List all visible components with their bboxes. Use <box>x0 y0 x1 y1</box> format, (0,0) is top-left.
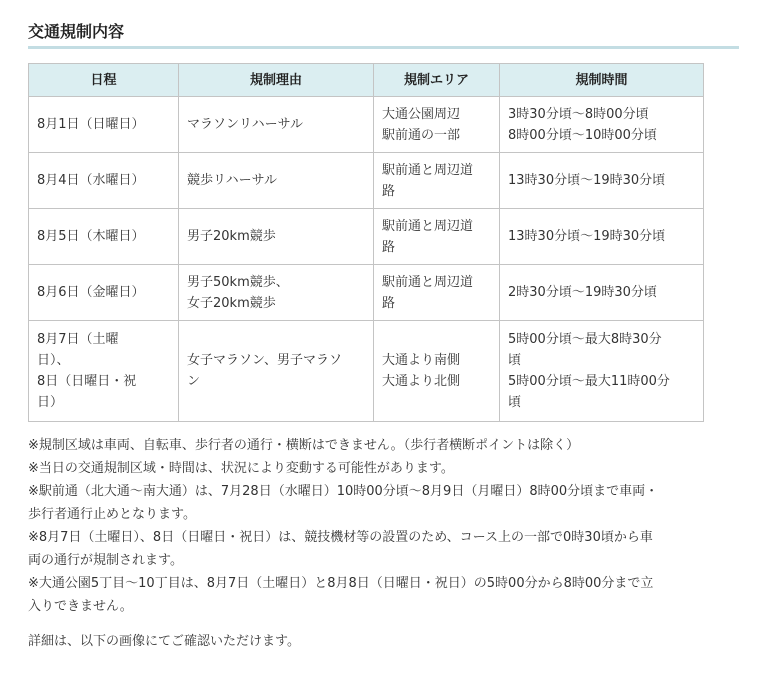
cell-date <box>29 209 179 265</box>
cell-date-line: 8月7日（土曜 <box>37 332 119 347</box>
cell-date-line: 日）、 <box>37 353 70 368</box>
table-row <box>29 265 704 321</box>
note-line: ※規制区域は車両、自転車、歩行者の通行・横断はできません。（歩行者横断ポイントは除く） <box>28 438 580 453</box>
table-row <box>29 209 704 265</box>
section-title: 交通規制内容 <box>28 22 125 41</box>
cell-reason-line: 女子マラソン、男子マラソ <box>187 353 342 368</box>
cell-area <box>374 97 500 153</box>
cell-time <box>500 321 704 422</box>
cell-reason <box>179 97 374 153</box>
cell-date-line: 8月5日（木曜日） <box>37 229 145 244</box>
cell-date-line: 8月6日（金曜日） <box>37 285 145 300</box>
cell-time-line: 5時00分頃～最大11時00分 <box>508 374 670 389</box>
cell-reason-line: 競歩リハーサル <box>187 173 277 188</box>
traffic-regulation-table <box>28 63 704 422</box>
note-line: ※大通公園5丁目～10丁目は、8月7日（土曜日）と8月8日（日曜日・祝日）の5時00分から8時00分まで立 <box>28 576 654 591</box>
cell-time-line: 5時00分頃～最大8時30分 <box>508 332 662 347</box>
cell-reason-line: マラソンリハーサル <box>187 117 303 132</box>
cell-reason <box>179 209 374 265</box>
cell-area-line: 駅前通と周辺道 <box>382 274 474 290</box>
table-row <box>29 97 704 153</box>
header-area: 規制エリア <box>374 64 500 97</box>
page-content <box>28 0 740 653</box>
header-time: 規制時間 <box>500 64 704 97</box>
cell-area-line: 駅前通と周辺道 <box>382 162 474 178</box>
cell-area-line: 駅前通と周辺道 <box>382 218 474 234</box>
cell-area-line: 路 <box>382 183 396 199</box>
cell-area <box>374 153 500 209</box>
header-date: 日程 <box>29 64 179 97</box>
cell-reason-line: 男子20km競歩 <box>187 229 276 244</box>
cell-time <box>500 209 704 265</box>
cell-area-line: 大通公園周辺 <box>382 106 461 122</box>
cell-reason <box>179 265 374 321</box>
cell-area-line: 路 <box>382 295 396 311</box>
cell-area <box>374 265 500 321</box>
title-underline <box>28 46 739 49</box>
cell-reason <box>179 153 374 209</box>
header-reason: 規制理由 <box>179 64 374 97</box>
detail-text: 詳細は、以下の画像にてご確認いただけます。 <box>28 634 300 649</box>
cell-date <box>29 265 179 321</box>
cell-area-line: 大通より北側 <box>382 374 461 389</box>
table-row <box>29 321 704 422</box>
note-line: ※当日の交通規制区域・時間は、状況により変動する可能性があります。 <box>28 461 454 476</box>
cell-time-line: 13時30分頃～19時30分頃 <box>508 229 666 244</box>
note-line: ※駅前通（北大通～南大通）は、7月28日（水曜日）10時00分頃～8月9日（月曜日）8時00分頃まで車両・ <box>28 484 659 499</box>
table-header-row <box>29 64 704 97</box>
note-line: ※8月7日（土曜日）、8日（日曜日・祝日）は、競技機材等の設置のため、コース上の一部で0時30頃から車 <box>28 530 653 545</box>
cell-date-line: 8日（日曜日・祝 <box>37 374 137 389</box>
cell-time-line: 2時30分頃～19時30分頃 <box>508 285 657 300</box>
cell-area <box>374 209 500 265</box>
cell-area-line: 駅前通の一部 <box>382 127 461 143</box>
cell-area-line: 大通より南側 <box>382 353 461 368</box>
cell-time-line: 頃 <box>508 395 522 410</box>
table-body <box>29 97 704 422</box>
cell-date-line: 8月1日（日曜日） <box>37 117 145 132</box>
cell-date <box>29 153 179 209</box>
note-line: 歩行者通行止めとなります。 <box>28 507 196 522</box>
cell-reason-line: ン <box>187 374 201 389</box>
cell-time-line: 8時00分頃～10時00分頃 <box>508 127 657 143</box>
table-row <box>29 153 704 209</box>
cell-time-line: 13時30分頃～19時30分頃 <box>508 173 666 188</box>
cell-time-line: 3時30分頃～8時00分頃 <box>508 106 649 122</box>
cell-reason <box>179 321 374 422</box>
cell-time <box>500 153 704 209</box>
cell-area-line: 路 <box>382 239 396 255</box>
cell-date <box>29 321 179 422</box>
note-line: 入りできません。 <box>28 599 133 614</box>
cell-date-line: 8月4日（水曜日） <box>37 173 145 188</box>
cell-time <box>500 97 704 153</box>
notes <box>28 434 739 618</box>
cell-time-line: 頃 <box>508 353 522 368</box>
cell-date-line: 日） <box>37 395 64 410</box>
cell-date <box>29 97 179 153</box>
cell-time <box>500 265 704 321</box>
cell-reason-line: 女子20km競歩 <box>187 295 276 311</box>
cell-area <box>374 321 500 422</box>
cell-reason-line: 男子50km競歩、 <box>187 274 289 290</box>
note-line: 両の通行が規制されます。 <box>28 553 183 568</box>
